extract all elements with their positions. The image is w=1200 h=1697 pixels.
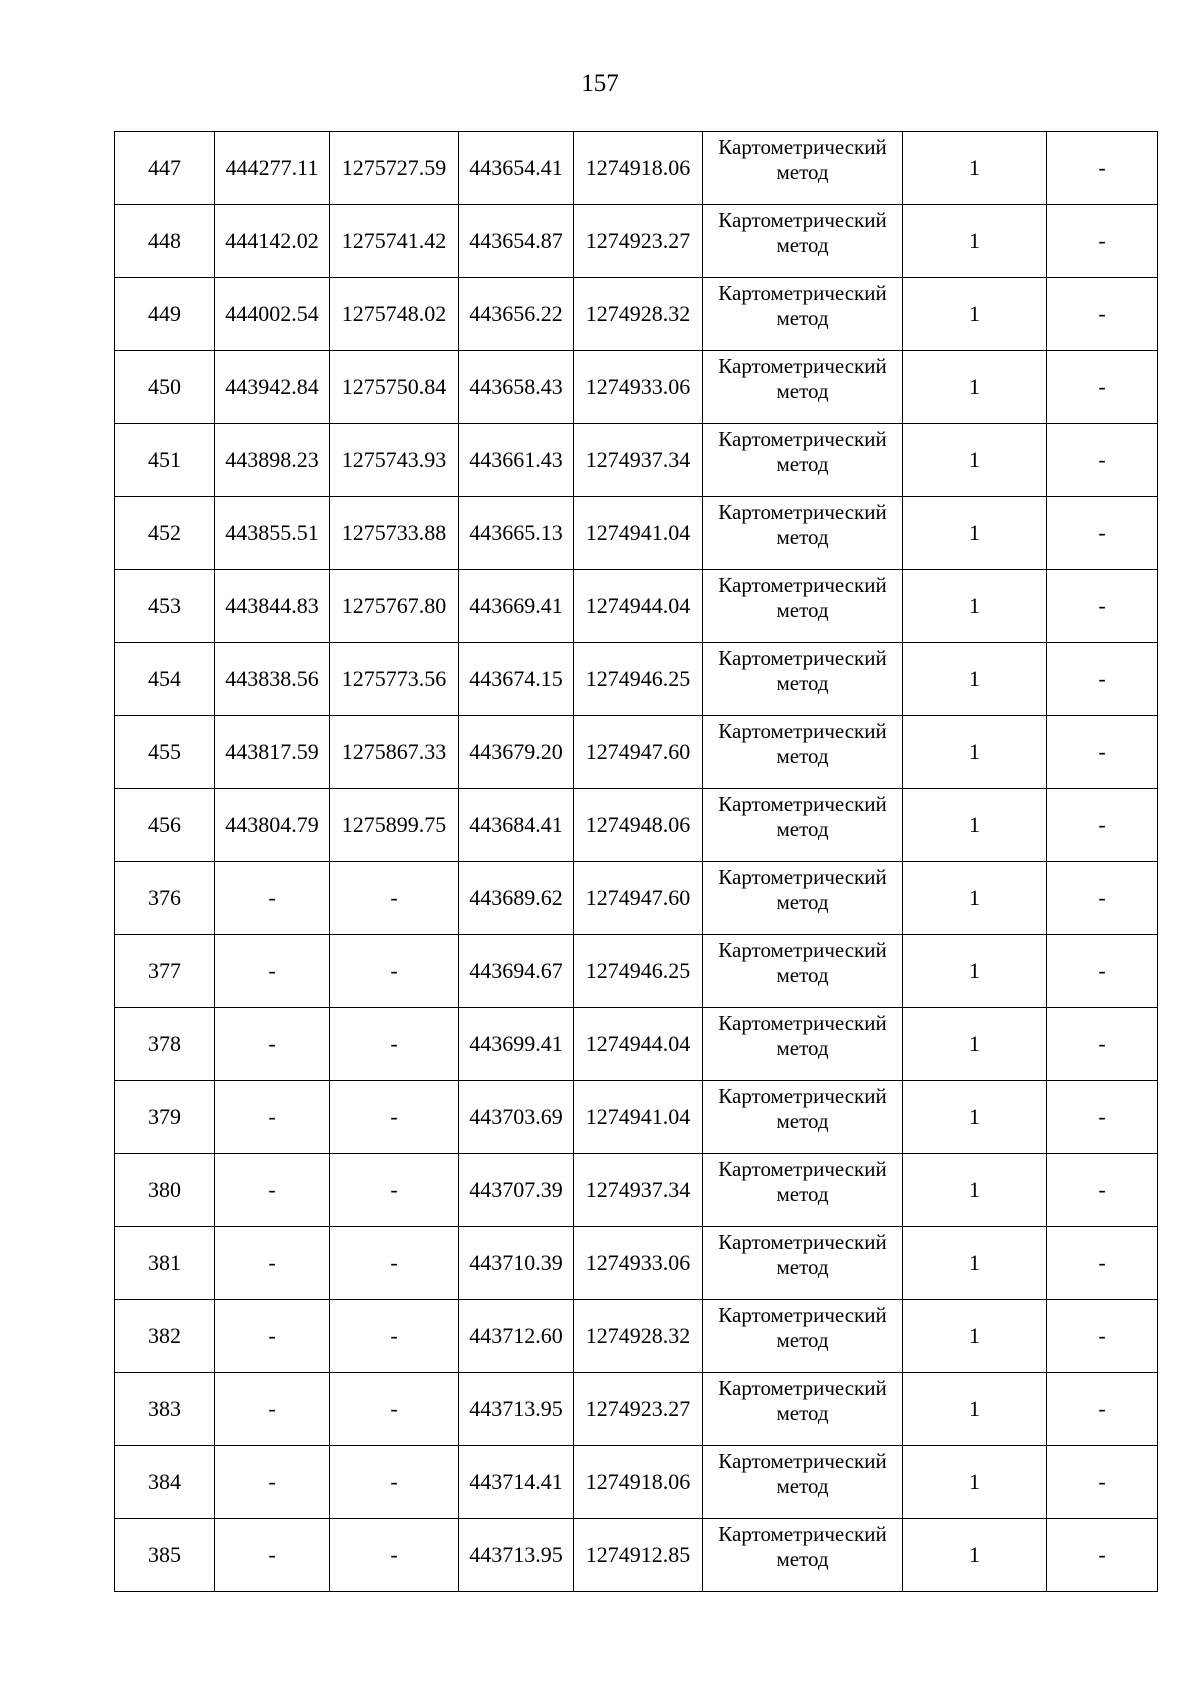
new-x-cell: 443684.41 [459, 789, 574, 862]
old-y-cell: 1275767.80 [330, 570, 459, 643]
new-y-cell: 1274937.34 [574, 1154, 703, 1227]
old-x-cell: 443817.59 [215, 716, 330, 789]
note-cell: - [1047, 1154, 1158, 1227]
point-number-cell: 384 [115, 1446, 215, 1519]
note-cell: - [1047, 570, 1158, 643]
new-y-cell: 1274923.27 [574, 1373, 703, 1446]
point-number-cell: 447 [115, 132, 215, 205]
point-number-cell: 454 [115, 643, 215, 716]
table-row [115, 862, 1158, 935]
table-row [115, 1008, 1158, 1081]
note-cell: - [1047, 1227, 1158, 1300]
table-row [115, 1373, 1158, 1446]
table-row [115, 278, 1158, 351]
method-cell: Картометрический метод [703, 1227, 903, 1300]
method-cell: Картометрический метод [703, 1300, 903, 1373]
method-cell: Картометрический метод [703, 1446, 903, 1519]
new-y-cell: 1274912.85 [574, 1519, 703, 1592]
old-x-cell: 444002.54 [215, 278, 330, 351]
method-cell: Картометрический метод [703, 132, 903, 205]
note-cell: - [1047, 789, 1158, 862]
old-x-cell: - [215, 1227, 330, 1300]
new-x-cell: 443703.69 [459, 1081, 574, 1154]
note-cell: - [1047, 1446, 1158, 1519]
new-x-cell: 443713.95 [459, 1519, 574, 1592]
accuracy-cell: 1 [903, 497, 1047, 570]
note-cell: - [1047, 424, 1158, 497]
table-row [115, 789, 1158, 862]
table-row [115, 1154, 1158, 1227]
old-y-cell: - [330, 1154, 459, 1227]
new-x-cell: 443710.39 [459, 1227, 574, 1300]
method-cell: Картометрический метод [703, 862, 903, 935]
method-cell: Картометрический метод [703, 1519, 903, 1592]
old-x-cell: 443844.83 [215, 570, 330, 643]
old-x-cell: 443838.56 [215, 643, 330, 716]
new-y-cell: 1274923.27 [574, 205, 703, 278]
old-y-cell: - [330, 862, 459, 935]
new-x-cell: 443712.60 [459, 1300, 574, 1373]
old-x-cell: 444277.11 [215, 132, 330, 205]
table-row [115, 1446, 1158, 1519]
page-number: 157 [581, 70, 619, 97]
old-y-cell: - [330, 1446, 459, 1519]
accuracy-cell: 1 [903, 862, 1047, 935]
new-x-cell: 443689.62 [459, 862, 574, 935]
accuracy-cell: 1 [903, 1008, 1047, 1081]
note-cell: - [1047, 862, 1158, 935]
table-row [115, 1227, 1158, 1300]
point-number-cell: 381 [115, 1227, 215, 1300]
new-x-cell: 443694.67 [459, 935, 574, 1008]
method-cell: Картометрический метод [703, 789, 903, 862]
old-y-cell: 1275773.56 [330, 643, 459, 716]
old-y-cell: - [330, 1081, 459, 1154]
accuracy-cell: 1 [903, 1227, 1047, 1300]
new-x-cell: 443674.15 [459, 643, 574, 716]
accuracy-cell: 1 [903, 205, 1047, 278]
old-y-cell: - [330, 1373, 459, 1446]
accuracy-cell: 1 [903, 278, 1047, 351]
new-x-cell: 443699.41 [459, 1008, 574, 1081]
method-cell: Картометрический метод [703, 278, 903, 351]
accuracy-cell: 1 [903, 789, 1047, 862]
point-number-cell: 456 [115, 789, 215, 862]
note-cell: - [1047, 935, 1158, 1008]
new-x-cell: 443654.41 [459, 132, 574, 205]
point-number-cell: 379 [115, 1081, 215, 1154]
note-cell: - [1047, 1300, 1158, 1373]
old-x-cell: 444142.02 [215, 205, 330, 278]
table-row [115, 716, 1158, 789]
old-x-cell: - [215, 1446, 330, 1519]
point-number-cell: 448 [115, 205, 215, 278]
old-y-cell: 1275727.59 [330, 132, 459, 205]
point-number-cell: 380 [115, 1154, 215, 1227]
accuracy-cell: 1 [903, 1446, 1047, 1519]
point-number-cell: 455 [115, 716, 215, 789]
point-number-cell: 453 [115, 570, 215, 643]
new-x-cell: 443714.41 [459, 1446, 574, 1519]
new-y-cell: 1274928.32 [574, 278, 703, 351]
old-y-cell: 1275741.42 [330, 205, 459, 278]
point-number-cell: 452 [115, 497, 215, 570]
method-cell: Картометрический метод [703, 497, 903, 570]
old-y-cell: - [330, 1300, 459, 1373]
method-cell: Картометрический метод [703, 1373, 903, 1446]
point-number-cell: 449 [115, 278, 215, 351]
new-x-cell: 443656.22 [459, 278, 574, 351]
table-row [115, 132, 1158, 205]
table-row [115, 935, 1158, 1008]
old-y-cell: 1275867.33 [330, 716, 459, 789]
new-y-cell: 1274946.25 [574, 643, 703, 716]
method-cell: Картометрический метод [703, 424, 903, 497]
accuracy-cell: 1 [903, 1519, 1047, 1592]
point-number-cell: 382 [115, 1300, 215, 1373]
note-cell: - [1047, 351, 1158, 424]
method-cell: Картометрический метод [703, 205, 903, 278]
old-y-cell: 1275733.88 [330, 497, 459, 570]
accuracy-cell: 1 [903, 351, 1047, 424]
new-y-cell: 1274933.06 [574, 1227, 703, 1300]
old-x-cell: 443898.23 [215, 424, 330, 497]
old-x-cell: - [215, 1519, 330, 1592]
accuracy-cell: 1 [903, 424, 1047, 497]
new-y-cell: 1274944.04 [574, 1008, 703, 1081]
accuracy-cell: 1 [903, 1154, 1047, 1227]
old-x-cell: - [215, 1154, 330, 1227]
new-y-cell: 1274947.60 [574, 716, 703, 789]
accuracy-cell: 1 [903, 935, 1047, 1008]
new-x-cell: 443679.20 [459, 716, 574, 789]
accuracy-cell: 1 [903, 1373, 1047, 1446]
accuracy-cell: 1 [903, 716, 1047, 789]
old-y-cell: - [330, 1519, 459, 1592]
new-x-cell: 443707.39 [459, 1154, 574, 1227]
note-cell: - [1047, 1373, 1158, 1446]
old-y-cell: - [330, 935, 459, 1008]
point-number-cell: 450 [115, 351, 215, 424]
old-x-cell: - [215, 862, 330, 935]
old-y-cell: - [330, 1008, 459, 1081]
new-y-cell: 1274941.04 [574, 497, 703, 570]
old-y-cell: - [330, 1227, 459, 1300]
method-cell: Картометрический метод [703, 351, 903, 424]
note-cell: - [1047, 205, 1158, 278]
old-x-cell: 443804.79 [215, 789, 330, 862]
table-row [115, 570, 1158, 643]
method-cell: Картометрический метод [703, 643, 903, 716]
method-cell: Картометрический метод [703, 1081, 903, 1154]
table-row [115, 1519, 1158, 1592]
note-cell: - [1047, 278, 1158, 351]
old-x-cell: - [215, 935, 330, 1008]
point-number-cell: 377 [115, 935, 215, 1008]
new-x-cell: 443669.41 [459, 570, 574, 643]
table-row [115, 1081, 1158, 1154]
old-y-cell: 1275899.75 [330, 789, 459, 862]
old-x-cell: - [215, 1008, 330, 1081]
note-cell: - [1047, 497, 1158, 570]
new-x-cell: 443661.43 [459, 424, 574, 497]
new-y-cell: 1274918.06 [574, 1446, 703, 1519]
new-y-cell: 1274946.25 [574, 935, 703, 1008]
note-cell: - [1047, 132, 1158, 205]
old-x-cell: - [215, 1373, 330, 1446]
accuracy-cell: 1 [903, 1081, 1047, 1154]
point-number-cell: 383 [115, 1373, 215, 1446]
new-y-cell: 1274941.04 [574, 1081, 703, 1154]
new-y-cell: 1274918.06 [574, 132, 703, 205]
new-y-cell: 1274933.06 [574, 351, 703, 424]
table-row [115, 351, 1158, 424]
table-row [115, 424, 1158, 497]
new-y-cell: 1274944.04 [574, 570, 703, 643]
old-x-cell: - [215, 1300, 330, 1373]
accuracy-cell: 1 [903, 1300, 1047, 1373]
new-x-cell: 443654.87 [459, 205, 574, 278]
note-cell: - [1047, 1519, 1158, 1592]
new-y-cell: 1274948.06 [574, 789, 703, 862]
accuracy-cell: 1 [903, 643, 1047, 716]
new-y-cell: 1274947.60 [574, 862, 703, 935]
table-row [115, 1300, 1158, 1373]
method-cell: Картометрический метод [703, 1008, 903, 1081]
accuracy-cell: 1 [903, 132, 1047, 205]
method-cell: Картометрический метод [703, 716, 903, 789]
note-cell: - [1047, 716, 1158, 789]
coordinates-table [114, 131, 1158, 1592]
old-x-cell: 443855.51 [215, 497, 330, 570]
note-cell: - [1047, 1008, 1158, 1081]
method-cell: Картометрический метод [703, 1154, 903, 1227]
point-number-cell: 451 [115, 424, 215, 497]
old-x-cell: - [215, 1081, 330, 1154]
new-x-cell: 443658.43 [459, 351, 574, 424]
method-cell: Картометрический метод [703, 570, 903, 643]
point-number-cell: 385 [115, 1519, 215, 1592]
accuracy-cell: 1 [903, 570, 1047, 643]
old-y-cell: 1275748.02 [330, 278, 459, 351]
point-number-cell: 376 [115, 862, 215, 935]
new-x-cell: 443713.95 [459, 1373, 574, 1446]
table-body [115, 132, 1158, 1592]
table-row [115, 643, 1158, 716]
new-y-cell: 1274928.32 [574, 1300, 703, 1373]
old-y-cell: 1275743.93 [330, 424, 459, 497]
point-number-cell: 378 [115, 1008, 215, 1081]
method-cell: Картометрический метод [703, 935, 903, 1008]
old-y-cell: 1275750.84 [330, 351, 459, 424]
table-row [115, 497, 1158, 570]
old-x-cell: 443942.84 [215, 351, 330, 424]
note-cell: - [1047, 1081, 1158, 1154]
new-y-cell: 1274937.34 [574, 424, 703, 497]
new-x-cell: 443665.13 [459, 497, 574, 570]
note-cell: - [1047, 643, 1158, 716]
table-row [115, 205, 1158, 278]
